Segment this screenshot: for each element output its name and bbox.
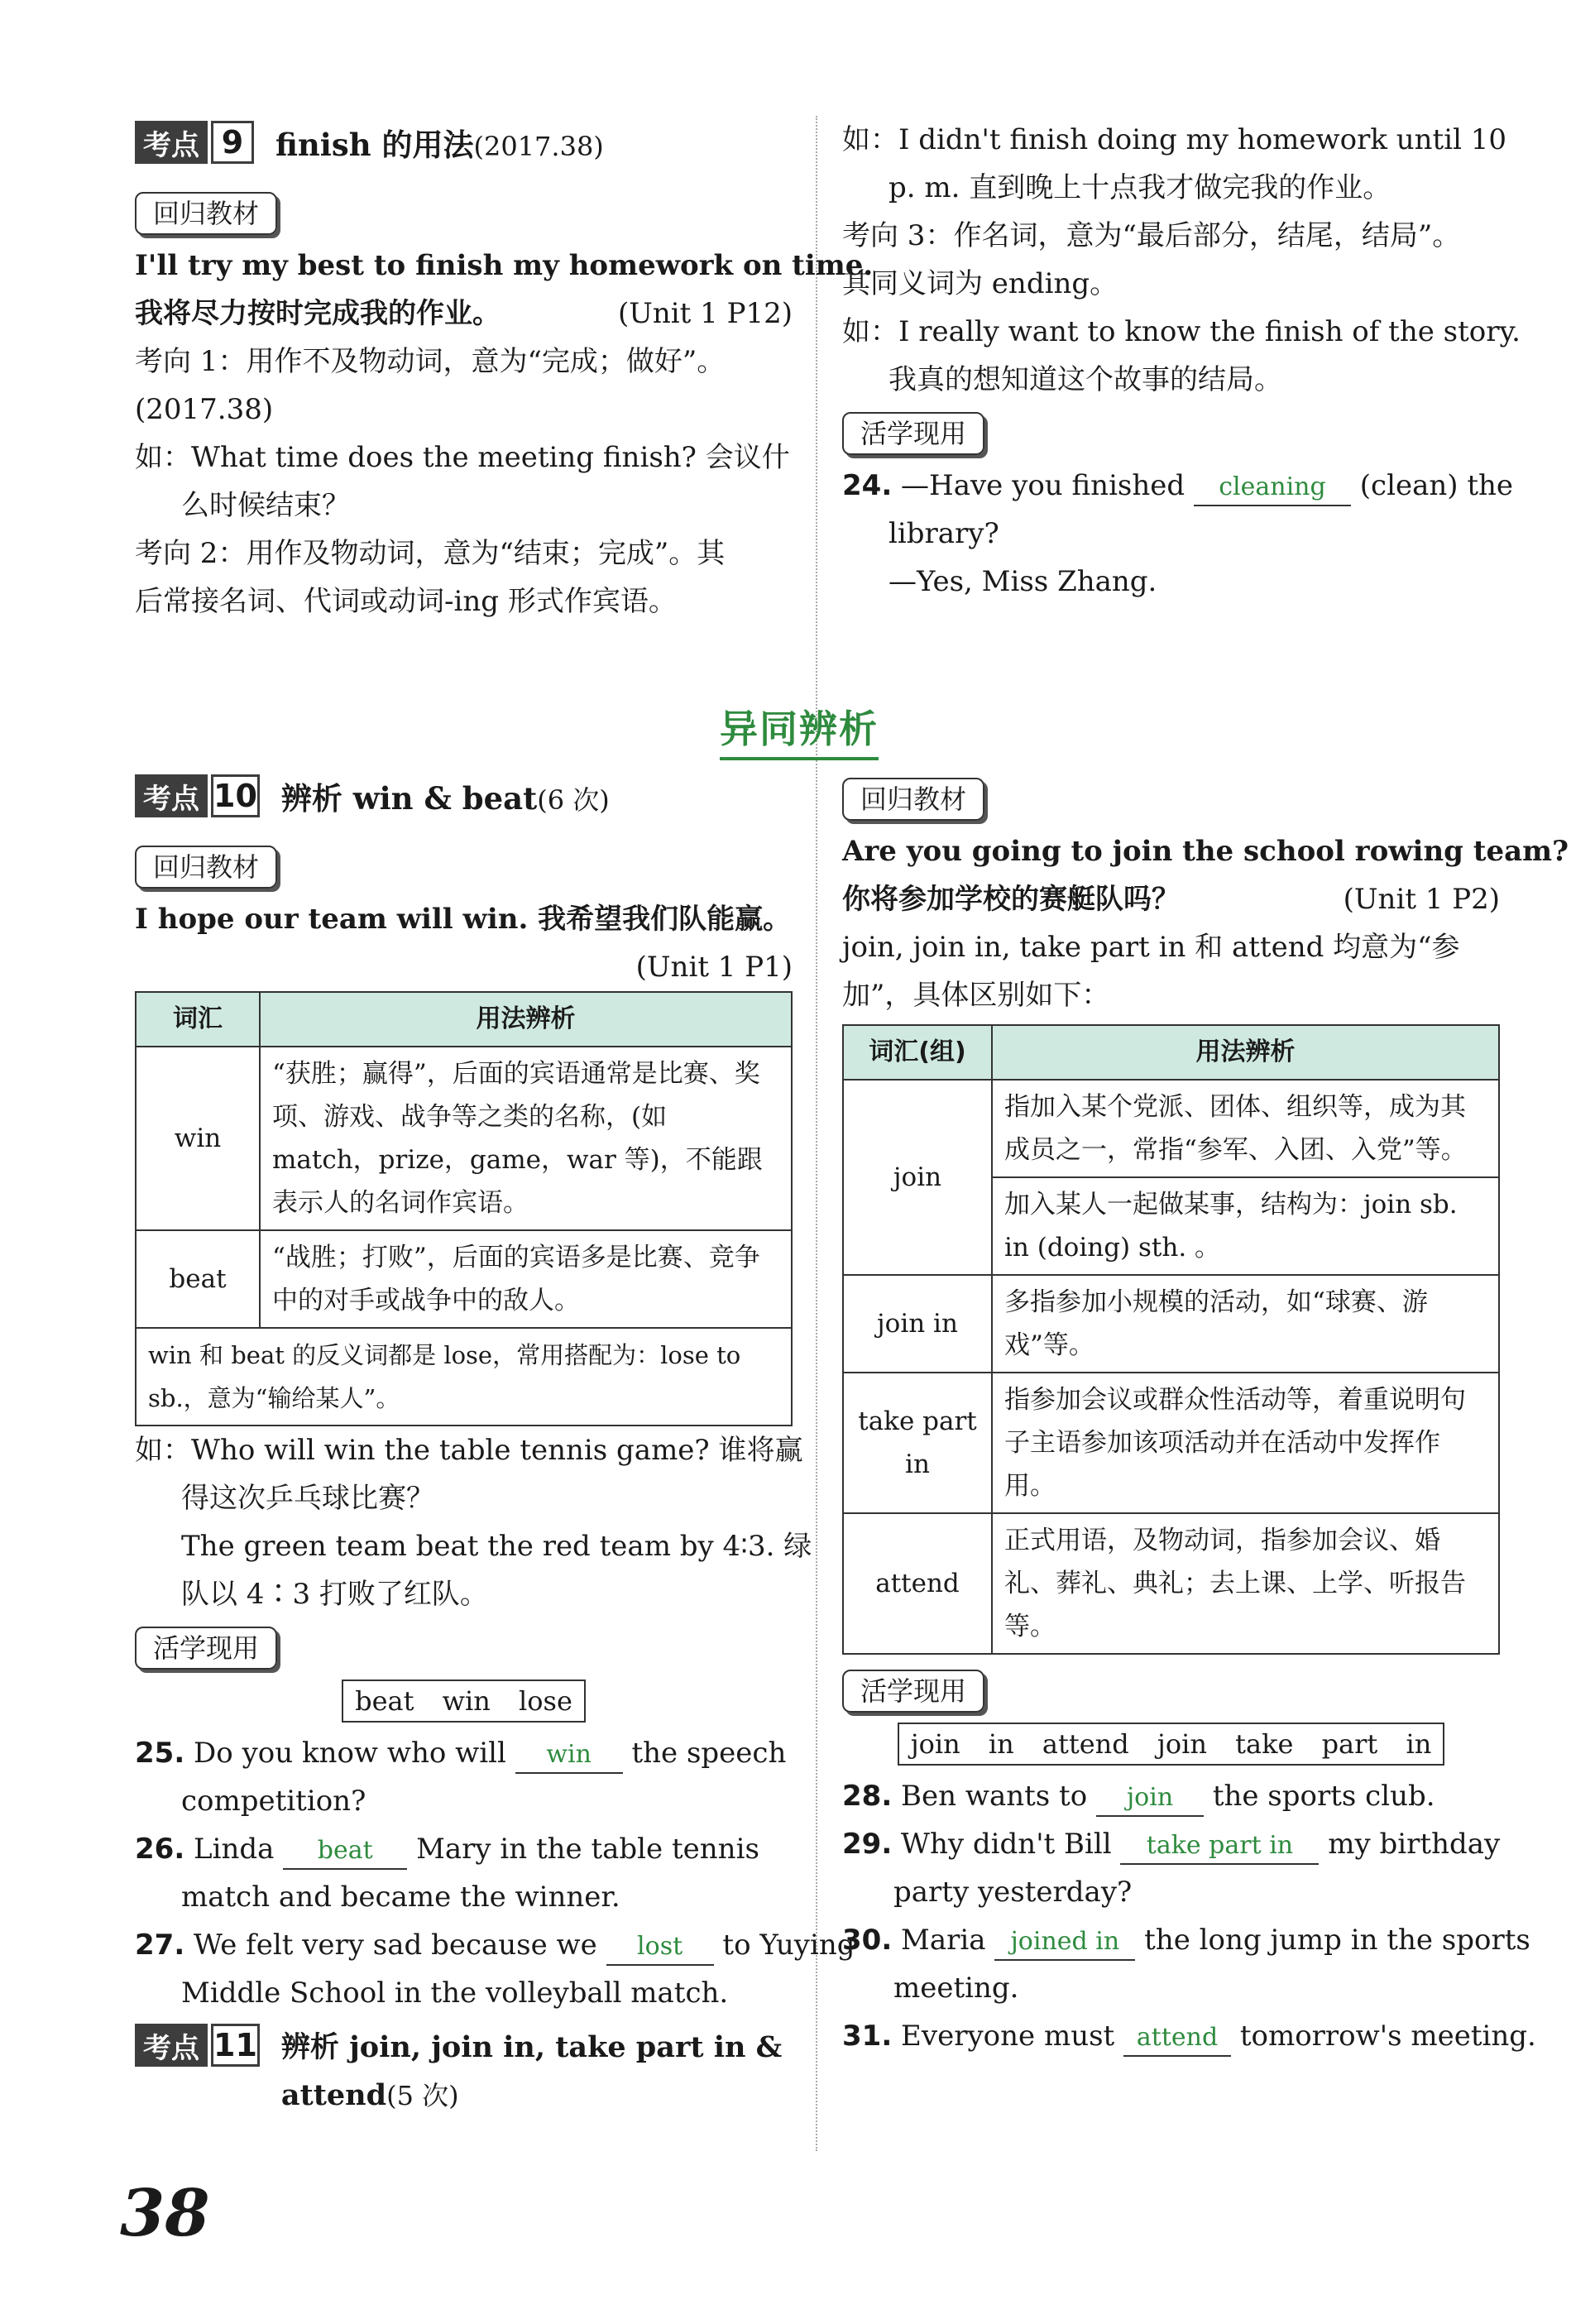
question-cont: match and became the winner.	[181, 1881, 620, 1914]
page-number: 38	[120, 2176, 210, 2251]
practice-label: 活学现用	[842, 1670, 984, 1713]
example: 如：I didn't finish doing my homework until 10	[842, 123, 1507, 156]
question-25: 25. Do you know who will win the speech	[135, 1729, 793, 1777]
example-sentence: Are you going to join the school rowing team?	[842, 835, 1569, 868]
kp-tag: 考点	[135, 774, 208, 817]
question-27: 27. We felt very sad because we lost to Yuying	[135, 1921, 793, 1969]
kp-number: 10	[211, 774, 260, 817]
table-header: 词汇(组)	[843, 1025, 992, 1080]
question-cont: competition?	[181, 1785, 366, 1818]
answer-blank[interactable]: cleaning	[1194, 470, 1351, 506]
example: 如：I really want to know the finish of the story.	[842, 315, 1521, 348]
question-31: 31. Everyone must attend tomorrow's meeting.	[842, 2012, 1500, 2060]
huigui-label: 回归教材	[135, 846, 277, 889]
section-heading: 异同辨析	[720, 699, 879, 760]
table-cell: join in	[843, 1275, 992, 1373]
answer-blank[interactable]: joined in	[994, 1924, 1135, 1961]
intro: join, join in, take part in 和 attend 均意为“参	[842, 931, 1460, 964]
example-translation: 我将尽力按时完成我的作业。 (Unit 1 P12)	[135, 297, 793, 330]
kaoxiang-1-ref: (2017.38)	[135, 393, 274, 426]
kaoxiang-2-cont: 后常接名词、代词或动词-ing 形式作宾语。	[135, 585, 677, 618]
answer-blank[interactable]: join	[1096, 1780, 1204, 1817]
question-cont: party yesterday?	[893, 1876, 1133, 1909]
answer-blank[interactable]: win	[515, 1737, 623, 1774]
table-header: 词汇	[136, 992, 260, 1047]
table-cell: take part in	[843, 1373, 992, 1513]
question-24: 24. —Have you finished cleaning (clean) the	[842, 462, 1500, 510]
table-cell: 多指参加小规模的活动，如“球赛、游戏”等。	[992, 1275, 1499, 1373]
table-cell: beat	[136, 1230, 260, 1328]
table-header: 用法辨析	[260, 992, 792, 1047]
answer-blank[interactable]: attend	[1123, 2020, 1231, 2057]
table-cell: “战胜；打败”，后面的宾语多是比赛、竞争中的对手或战争中的敌人。	[260, 1230, 792, 1328]
answer-blank[interactable]: lost	[606, 1929, 714, 1966]
win-beat-table	[135, 991, 793, 1426]
kaoxiang-1: 考向 1：用作不及物动词，意为“完成；做好”。	[135, 345, 726, 378]
example-sentence: I'll try my best to finish my homework on time.	[135, 249, 874, 282]
table-note: win 和 beat 的反义词都是 lose，常用搭配为：lose to sb.，意为“输给某人”。	[136, 1328, 792, 1426]
example-ref: (Unit 1 P1)	[635, 951, 793, 984]
huigui-label: 回归教材	[842, 778, 984, 821]
example-cont: 我真的想知道这个故事的结局。	[889, 363, 1282, 396]
question-26: 26. Linda beat Mary in the table tennis	[135, 1825, 793, 1873]
word-bank: beat win lose	[342, 1680, 586, 1723]
kp-number: 11	[211, 2024, 260, 2067]
answer-blank[interactable]: beat	[283, 1833, 407, 1870]
kp10-section	[135, 769, 855, 2135]
question-cont: library?	[889, 517, 999, 550]
kp11-header	[135, 2024, 793, 2120]
question-28: 28. Ben wants to join the sports club.	[842, 1772, 1500, 1820]
table-cell: “获胜；赢得”，后面的宾语通常是比赛、奖项、游戏、战争等之类的名称，(如 match，prize，game，war 等)，不能跟表示人的名词作宾语。	[260, 1047, 792, 1230]
example-cont: 么时候结束？	[181, 489, 350, 522]
example: 如：Who will win the table tennis game? 谁将赢	[135, 1434, 803, 1467]
table-cell: attend	[843, 1513, 992, 1654]
kp9-continued	[842, 116, 1521, 606]
example: 如：What time does the meeting finish? 会议什	[135, 441, 790, 474]
table-cell: 加入某人一起做某事，结构为：join sb. in (doing) sth. 。	[992, 1177, 1499, 1275]
table-cell: join	[843, 1080, 992, 1275]
kp9-header	[135, 116, 793, 169]
practice-label: 活学现用	[842, 412, 984, 455]
kaoxiang-3: 考向 3：作名词，意为“最后部分，结尾，结局”。	[842, 219, 1461, 252]
example: The green team beat the red team by 4∶3. 绿	[181, 1530, 812, 1563]
word-bank: join in attend join take part in	[898, 1723, 1445, 1766]
kp-number: 9	[211, 121, 254, 164]
kp11-section	[842, 769, 1569, 2060]
table-cell: win	[136, 1047, 260, 1230]
join-table	[842, 1024, 1500, 1655]
table-header: 用法辨析	[992, 1025, 1499, 1080]
table-cell: 指加入某个党派、团体、组织等，成为其成员之一，常指“参军、入团、入党”等。	[992, 1080, 1499, 1177]
example-cont: 得这次乒乓球比赛？	[181, 1482, 434, 1515]
practice-label: 活学现用	[135, 1627, 277, 1670]
kp-title: finish 的用法(2017.38)	[275, 127, 604, 163]
answer-blank[interactable]: take part in	[1120, 1828, 1319, 1865]
question-cont: Middle School in the volleyball match.	[181, 1977, 729, 2010]
kp-title: 辨析 win & beat(6 次)	[280, 780, 610, 817]
huigui-label: 回归教材	[135, 192, 277, 235]
question-cont: —Yes, Miss Zhang.	[889, 565, 1157, 598]
question-cont: meeting.	[893, 1972, 1019, 2005]
table-cell: 正式用语，及物动词，指参加会议、婚礼、葬礼、典礼；去上课、上学、听报告等。	[992, 1513, 1499, 1654]
example-cont: p. m. 直到晚上十点我才做完我的作业。	[889, 171, 1391, 204]
kp10-header	[135, 769, 793, 822]
example-cont: 队以 4∶3 打败了红队。	[181, 1578, 488, 1611]
example-sentence: I hope our team will win. 我希望我们队能赢。	[135, 903, 792, 936]
kaoxiang-2: 考向 2：用作及物动词，意为“结束；完成”。其	[135, 537, 726, 570]
kp-tag: 考点	[135, 121, 208, 164]
column-divider	[816, 116, 817, 2151]
question-29: 29. Why didn't Bill take part in my birthday	[842, 1820, 1500, 1868]
table-cell: 指参加会议或群众性活动等，着重说明句子主语参加该项活动并在活动中发挥作用。	[992, 1373, 1499, 1513]
kp-title: 辨析 join, join in, take part in & attend(5 次)	[280, 2030, 783, 2112]
question-30: 30. Maria joined in the long jump in the sports	[842, 1916, 1500, 1964]
intro-cont: 加”，具体区别如下：	[842, 979, 1110, 1012]
kp9-section	[135, 116, 874, 625]
kaoxiang-3-cont: 其同义词为 ending。	[842, 267, 1118, 300]
example-translation: 你将参加学校的赛艇队吗？ (Unit 1 P2)	[842, 883, 1500, 916]
kp-tag: 考点	[135, 2024, 208, 2067]
